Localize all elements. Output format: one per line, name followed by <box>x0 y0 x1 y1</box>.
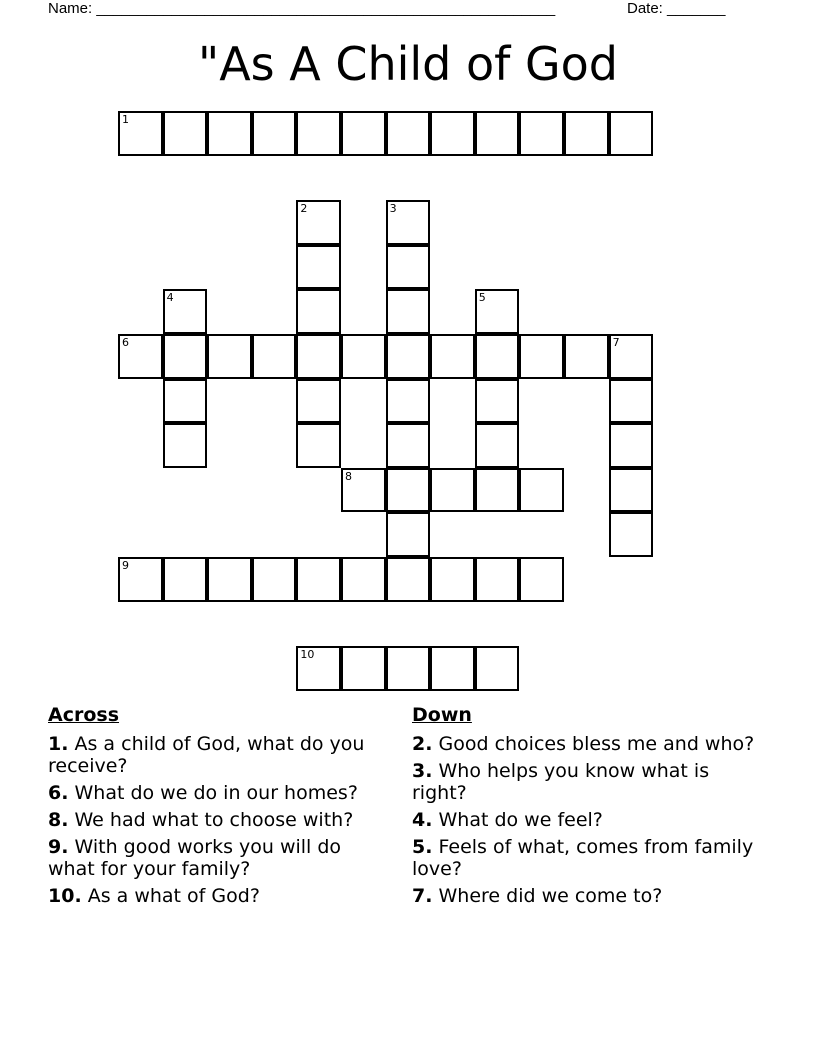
grid-cell[interactable] <box>386 423 431 468</box>
grid-cell[interactable] <box>386 111 431 156</box>
grid-cell[interactable] <box>386 557 431 602</box>
grid-cell[interactable] <box>475 557 520 602</box>
cell-number: 4 <box>166 291 174 305</box>
grid-cell[interactable] <box>207 557 252 602</box>
grid-cell[interactable] <box>609 423 654 468</box>
grid-cell[interactable] <box>430 646 475 691</box>
grid-cell[interactable] <box>341 334 386 379</box>
grid-cell[interactable] <box>430 557 475 602</box>
clue-across-1 <box>48 733 393 777</box>
grid-cell[interactable] <box>341 111 386 156</box>
cell-number: 5 <box>478 291 486 305</box>
clue-text: Feels of what, comes from family love? <box>412 836 754 880</box>
grid-cell[interactable] <box>386 200 431 245</box>
clue-number: 3. <box>412 760 433 782</box>
grid-cell[interactable] <box>341 468 386 513</box>
grid-cell[interactable] <box>475 334 520 379</box>
clue-across-6 <box>48 782 393 804</box>
grid-cell[interactable] <box>386 512 431 557</box>
grid-cell[interactable] <box>207 334 252 379</box>
clue-text: What do we feel? <box>438 809 603 831</box>
grid-cell[interactable] <box>430 111 475 156</box>
clue-number: 10. <box>48 885 82 907</box>
grid-cell[interactable] <box>519 334 564 379</box>
cell-number: 6 <box>122 336 129 349</box>
name-field[interactable]: Name: _______________________________________________________ <box>48 0 556 17</box>
grid-cell[interactable] <box>475 289 520 334</box>
grid-cell[interactable] <box>609 379 654 424</box>
grid-cell[interactable] <box>609 512 654 557</box>
clue-number: 5. <box>412 836 433 858</box>
clue-text: Where did we come to? <box>438 885 663 907</box>
clue-number: 7. <box>412 885 433 907</box>
grid-cell[interactable] <box>386 289 431 334</box>
clue-across-10 <box>48 885 393 907</box>
clue-text: What do we do in our homes? <box>74 782 358 804</box>
clue-text: We had what to choose with? <box>74 809 354 831</box>
clue-number: 4. <box>412 809 433 831</box>
page-title: "As A Child of God <box>198 37 618 91</box>
clue-across-8 <box>48 809 393 831</box>
grid-cell[interactable] <box>252 334 297 379</box>
grid-cell[interactable] <box>341 646 386 691</box>
cell-number: 9 <box>122 559 129 572</box>
clue-down-2 <box>412 733 757 755</box>
grid-cell[interactable] <box>564 334 609 379</box>
grid-cell[interactable] <box>296 646 341 691</box>
grid-cell[interactable] <box>296 334 341 379</box>
grid-cell[interactable] <box>296 111 341 156</box>
clue-text: As a what of God? <box>87 885 260 907</box>
clue-across-9 <box>48 836 393 880</box>
clue-down-3 <box>412 760 757 804</box>
grid-cell[interactable] <box>609 111 654 156</box>
cell-number: 7 <box>612 336 620 349</box>
grid-cell[interactable] <box>430 334 475 379</box>
cell-number: 10 <box>300 648 315 662</box>
grid-cell[interactable] <box>252 111 297 156</box>
grid-cell[interactable] <box>609 334 654 379</box>
cell-number: 3 <box>389 202 397 216</box>
grid-cell[interactable] <box>475 646 520 691</box>
grid-cell[interactable] <box>519 111 564 156</box>
grid-cell[interactable] <box>296 200 341 245</box>
grid-cell[interactable] <box>475 468 520 513</box>
down-clues <box>412 703 757 912</box>
clue-text: Who helps you know what is right? <box>412 760 710 804</box>
grid-cell[interactable] <box>564 111 609 156</box>
grid-cell[interactable] <box>118 557 163 602</box>
grid-cell[interactable] <box>207 111 252 156</box>
grid-cell[interactable] <box>296 245 341 290</box>
clue-number: 9. <box>48 836 69 858</box>
clue-text: Good choices bless me and who? <box>438 733 755 755</box>
date-field[interactable]: Date: _______ <box>627 0 726 17</box>
cell-number: 8 <box>345 469 352 483</box>
grid-cell[interactable] <box>296 423 341 468</box>
grid-cell[interactable] <box>252 557 297 602</box>
grid-cell[interactable] <box>296 289 341 334</box>
grid-cell[interactable] <box>475 111 520 156</box>
grid-cell[interactable] <box>475 379 520 424</box>
grid-cell[interactable] <box>163 289 208 334</box>
grid-cell[interactable] <box>386 334 431 379</box>
grid-cell[interactable] <box>430 468 475 513</box>
grid-cell[interactable] <box>386 245 431 290</box>
grid-cell[interactable] <box>163 111 208 156</box>
clue-number: 1. <box>48 733 69 755</box>
clue-text: As a child of God, what do you receive? <box>48 733 365 777</box>
grid-cell[interactable] <box>163 379 208 424</box>
clue-down-5 <box>412 836 757 880</box>
down-heading: Down <box>412 704 472 726</box>
grid-cell[interactable] <box>519 468 564 513</box>
grid-cell[interactable] <box>118 111 163 156</box>
grid-cell[interactable] <box>475 423 520 468</box>
across-clues <box>48 703 393 912</box>
clue-number: 6. <box>48 782 69 804</box>
grid-cell[interactable] <box>386 379 431 424</box>
grid-cell[interactable] <box>386 468 431 513</box>
grid-cell[interactable] <box>163 423 208 468</box>
clue-text: With good works you will do what for your family? <box>48 836 342 880</box>
grid-cell[interactable] <box>519 557 564 602</box>
grid-cell[interactable] <box>163 557 208 602</box>
grid-cell[interactable] <box>296 557 341 602</box>
across-heading: Across <box>48 704 120 726</box>
grid-cell[interactable] <box>163 334 208 379</box>
grid-cell[interactable] <box>296 379 341 424</box>
clue-number: 8. <box>48 809 69 831</box>
clue-down-4 <box>412 809 757 831</box>
grid-cell[interactable] <box>341 557 386 602</box>
grid-cell[interactable] <box>386 646 431 691</box>
grid-cell[interactable] <box>118 334 163 379</box>
clue-number: 2. <box>412 733 433 755</box>
grid-cell[interactable] <box>609 468 654 513</box>
cell-number: 1 <box>122 113 129 126</box>
cell-number: 2 <box>300 202 308 216</box>
clue-down-7 <box>412 885 757 907</box>
